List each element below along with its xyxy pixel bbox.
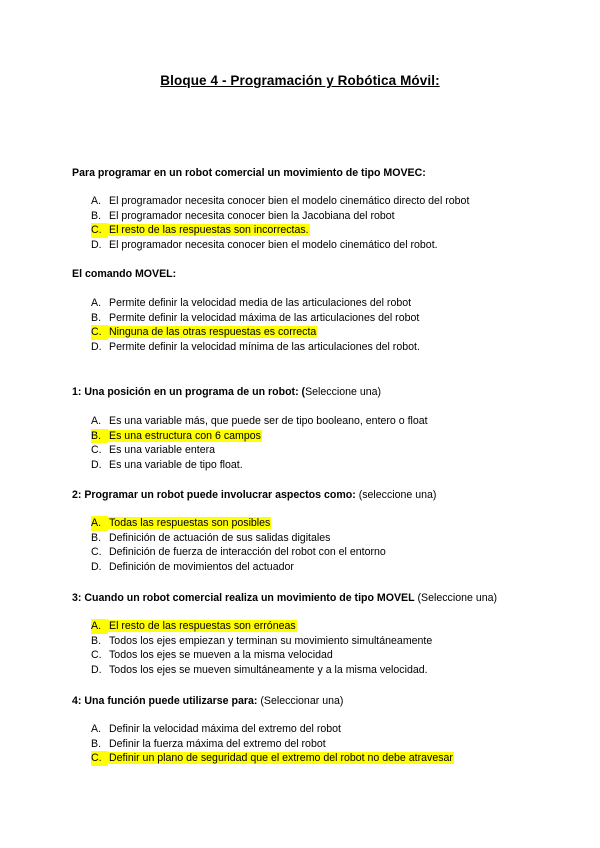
option-b[interactable] <box>91 209 470 224</box>
option-text: Es una estructura con 6 campos <box>109 429 261 442</box>
option-b[interactable] <box>91 634 433 649</box>
question-1 <box>72 385 381 399</box>
option-letter: B. <box>91 429 108 444</box>
option-d[interactable] <box>91 663 433 678</box>
option-a[interactable] <box>91 194 470 209</box>
option-text: Permite definir la velocidad máxima de las articulaciones del robot <box>109 311 420 324</box>
question-suffix: (Seleccione una) <box>414 592 498 604</box>
option-letter: A. <box>91 723 102 735</box>
question-movec <box>72 166 426 180</box>
option-letter: C. <box>91 751 108 766</box>
question-prompt: 1: Una posición en un programa de un robot: ( <box>72 386 306 398</box>
option-letter: C. <box>91 546 102 559</box>
option-letter: B. <box>91 737 102 750</box>
question-prompt: 4: Una función puede utilizarse para: <box>72 695 258 707</box>
option-text: Todos los ejes empiezan y terminan su movimiento simultáneamente <box>109 634 433 647</box>
option-letter: D. <box>91 239 102 252</box>
option-a[interactable] <box>91 296 421 311</box>
option-c[interactable] <box>91 648 433 663</box>
option-text: Definir la fuerza máxima del extremo del robot <box>109 737 326 750</box>
question-3 <box>72 591 497 605</box>
option-letter: A. <box>91 619 108 634</box>
options-list <box>91 619 433 678</box>
option-d[interactable] <box>91 560 387 575</box>
options-list <box>91 296 421 355</box>
question-prompt: Para programar en un robot comercial un movimiento de tipo MOVEC: <box>72 167 426 179</box>
option-text: Definir un plano de seguridad que el extremo del robot no debe atravesar <box>109 752 453 765</box>
option-d[interactable] <box>91 458 429 473</box>
option-text: Definir la velocidad máxima del extremo del robot <box>109 723 341 735</box>
option-text: Todas las respuestas son posibles <box>109 517 271 529</box>
page-title: Bloque 4 - Programación y Robótica Móvil: <box>160 73 440 88</box>
option-letter: D. <box>91 341 102 354</box>
question-suffix: (Seleccionar una) <box>257 695 344 707</box>
option-b[interactable] <box>91 531 387 546</box>
option-b[interactable] <box>91 311 421 326</box>
question-suffix: Seleccione una) <box>305 386 382 398</box>
option-text: Permite definir la velocidad mínima de las articulaciones del robot. <box>109 341 420 354</box>
option-letter: C. <box>91 649 102 662</box>
option-d[interactable] <box>91 340 421 355</box>
options-list <box>91 414 429 473</box>
question-suffix: (seleccione una) <box>355 489 437 501</box>
question-2 <box>72 488 436 502</box>
question-4 <box>72 694 343 708</box>
option-letter: A. <box>91 516 108 531</box>
option-letter: A. <box>91 195 102 207</box>
option-letter: B. <box>91 209 102 222</box>
option-c[interactable] <box>91 443 429 458</box>
options-list <box>91 722 454 766</box>
option-a[interactable] <box>91 414 429 429</box>
option-b-highlighted[interactable] <box>91 429 429 444</box>
option-c-highlighted[interactable] <box>91 751 454 766</box>
option-text: Es una variable más, que puede ser de tipo booleano, entero o float <box>109 415 428 427</box>
option-a-highlighted[interactable] <box>91 619 433 634</box>
option-letter: B. <box>91 531 102 544</box>
question-prompt: El comando MOVEL: <box>72 268 177 280</box>
options-list <box>91 194 470 253</box>
option-letter: B. <box>91 634 102 647</box>
option-a[interactable] <box>91 722 454 737</box>
option-letter: A. <box>91 415 102 427</box>
option-letter: C. <box>91 223 108 238</box>
question-movel <box>72 267 176 281</box>
option-letter: C. <box>91 325 108 340</box>
option-text: Todos los ejes se mueven simultáneamente y a la misma velocidad. <box>109 664 428 677</box>
option-letter: A. <box>91 297 102 309</box>
option-text: El resto de las respuestas son erróneas <box>109 620 296 632</box>
option-text: El resto de las respuestas son incorrectas. <box>109 224 309 237</box>
option-c-highlighted[interactable] <box>91 325 421 340</box>
option-d[interactable] <box>91 238 470 253</box>
option-text: El programador necesita conocer bien el modelo cinemático directo del robot <box>109 195 470 207</box>
option-text: Es una variable entera <box>109 444 216 457</box>
option-text: Es una variable de tipo float. <box>109 459 243 472</box>
option-c-highlighted[interactable] <box>91 223 470 238</box>
option-text: El programador necesita conocer bien el modelo cinemático del robot. <box>109 239 438 252</box>
option-text: El programador necesita conocer bien la Jacobiana del robot <box>109 209 395 222</box>
option-text: Definición de movimientos del actuador <box>109 561 294 574</box>
option-text: Definición de actuación de sus salidas digitales <box>109 531 331 544</box>
options-list <box>91 516 387 575</box>
option-letter: D. <box>91 459 102 472</box>
question-prompt: 3: Cuando un robot comercial realiza un movimiento de tipo MOVEL <box>72 592 415 604</box>
option-letter: D. <box>91 664 102 677</box>
option-text: Todos los ejes se mueven a la misma velocidad <box>109 649 333 662</box>
option-letter: D. <box>91 561 102 574</box>
question-prompt: 2: Programar un robot puede involucrar aspectos como: <box>72 489 356 501</box>
option-b[interactable] <box>91 737 454 752</box>
option-letter: B. <box>91 311 102 324</box>
option-letter: C. <box>91 444 102 457</box>
option-text: Ninguna de las otras respuestas es correcta <box>109 326 317 339</box>
option-text: Definición de fuerza de interacción del robot con el entorno <box>109 546 386 559</box>
option-c[interactable] <box>91 545 387 560</box>
option-a-highlighted[interactable] <box>91 516 387 531</box>
option-text: Permite definir la velocidad media de las articulaciones del robot <box>109 297 412 309</box>
